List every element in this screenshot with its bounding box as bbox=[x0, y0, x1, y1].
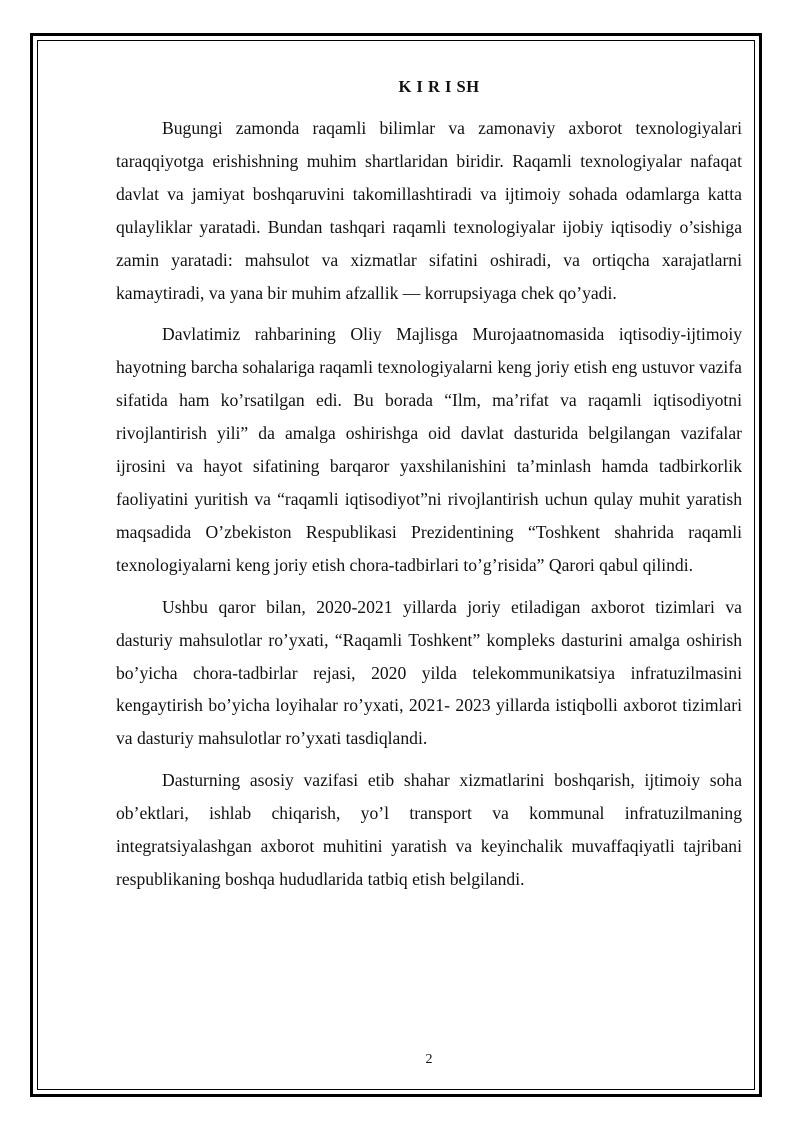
page-number: 2 bbox=[425, 1052, 433, 1067]
paragraph-1: Bugungi zamonda raqamli bilimlar va zamonaviy axborot texnologiyalari taraqqiyotga erishishning muhim shartlaridan biridir. Raqamli texnologiyalar nafaqat davlat va jamiyat boshqaruvini takomillashtiradi va ijtimoiy sohada odamlarga katta qulayliklar yaratadi. Bundan tashqari raqamli texnologiyalar ijobiy iqtisodiy o’sishiga zamin yaratadi: mahsulot va xizmatlar sifatini oshiradi, va ortiqcha xarajatlarni kamaytiradi, va yana bir muhim afzallik — korrupsiyaga chek qo’yadi. bbox=[116, 118, 742, 303]
paragraph-3: Ushbu qaror bilan, 2020-2021 yillarda joriy etiladigan axborot tizimlari va dasturiy mahsulotlar ro’yxati, “Raqamli Toshkent” kompleks dasturini amalga oshirish bo’yicha chora-tadbirlar rejasi, 2020 yilda telekommunikatsiya infratuzilmasini kengaytirish bo’yicha loyihalar ro’yxati, 2021- 2023 yillarda istiqbolli axborot tizimlari va dasturiy mahsulotlar ro’yxati tasdiqlandi. bbox=[116, 596, 742, 749]
document-body bbox=[116, 74, 742, 905]
paragraph-4: Dasturning asosiy vazifasi etib shahar xizmatlarini boshqarish, ijtimoiy soha ob’ektlari, ishlab chiqarish, yo’l transport va kommunal infratuzilmaning integratsiyalashgan axborot muhitini yaratish va keyinchalik muvaffaqiyatli tajribani respublikaning boshqa hududlarida tatbiq etish belgilandi. bbox=[116, 770, 742, 889]
paragraph-2: Davlatimiz rahbarining Oliy Majlisga Murojaatnomasida iqtisodiy-ijtimoiy hayotning barcha sohalariga raqamli texnologiyalarni keng joriy etish eng ustuvor vazifa sifatida ham ko’rsatilgan edi. Bu borada “Ilm, ma’rifat va raqamli iqtisodiyotni rivojlantirish yili” da amalga oshirishga oid davlat dasturida belgilangan vazifalar ijrosini va hayot sifatining barqaror yaxshilanishini ta’minlash hamda tadbirkorlik faoliyatini yuritish va “raqamli iqtisodiyot”ni rivojlantirish uchun qulay muhit yaratish maqsadida O’zbekiston Respublikasi Prezidentining “Toshkent shahrida raqamli texnologiyalarni keng joriy etish chora-tadbirlari to’g’risida” Qarori qabul qilindi. bbox=[116, 324, 742, 575]
page-title: K I R I SH bbox=[398, 77, 480, 96]
